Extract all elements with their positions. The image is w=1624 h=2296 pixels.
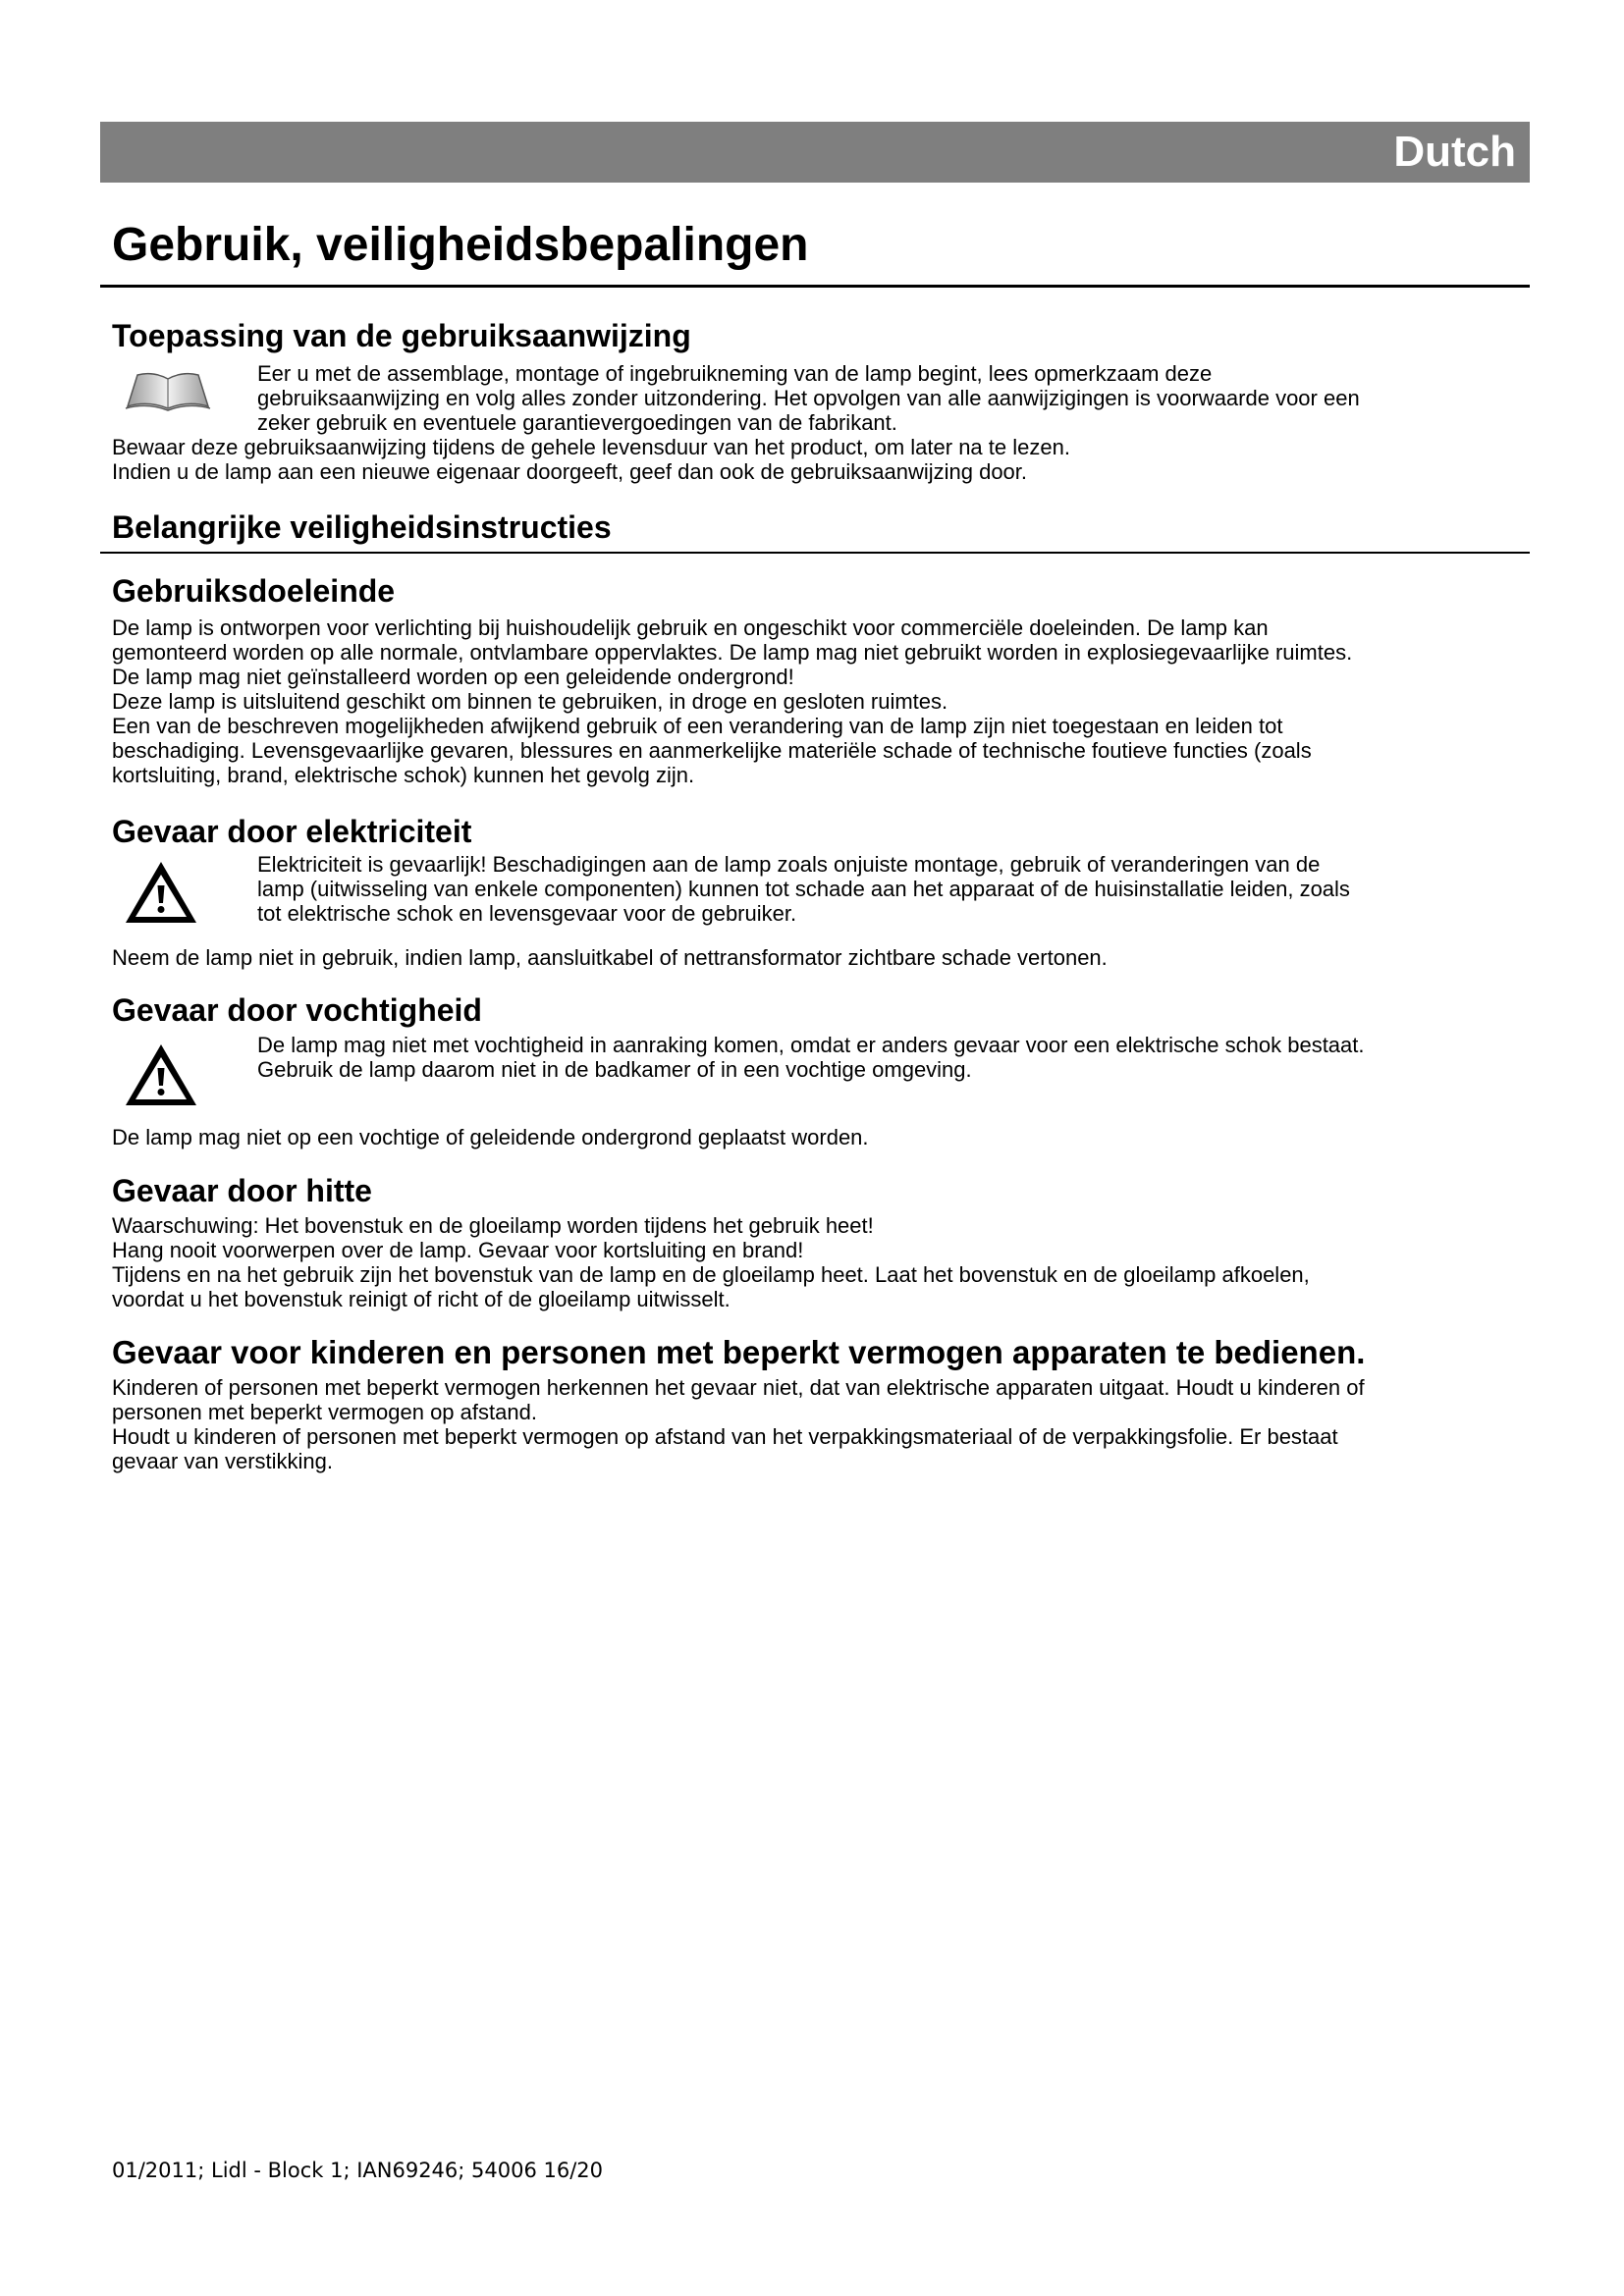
- text-line: beschadiging. Levensgevaarlijke gevaren, blessures en aanmerkelijke materiële schade of technische foutieve functies (zoals: [112, 738, 1312, 763]
- heading-kinderen: Gevaar voor kinderen en personen met beperkt vermogen apparaten te bedienen.: [112, 1334, 1366, 1370]
- vochtigheid-intro: [257, 1033, 1494, 1082]
- heading-belangrijke: Belangrijke veiligheidsinstructies: [112, 509, 612, 545]
- text-line: gemonteerd worden op alle normale, ontvlambare oppervlaktes. De lamp mag niet gebruikt worden in explosiegevaarlijke ruimtes.: [112, 640, 1353, 665]
- heading-toepassing: Toepassing van de gebruiksaanwijzing: [112, 318, 691, 353]
- text-line: Eer u met de assemblage, montage of ingebruikneming van de lamp begint, lees opmerkzaam deze: [257, 361, 1213, 386]
- section-divider: [100, 552, 1530, 554]
- vochtigheid-body: [112, 1125, 1487, 1149]
- text-line: Een van de beschreven mogelijkheden afwijkend gebruik of een verandering van de lamp zijn niet toegestaan en leiden tot: [112, 714, 1283, 738]
- doeleinde-body: [112, 615, 1487, 787]
- text-line: Deze lamp is uitsluitend geschikt om binnen te gebruiken, in droge en gesloten ruimtes.: [112, 689, 948, 714]
- text-line: zeker gebruik en eventuele garantievergoedingen van de fabrikant.: [257, 410, 897, 435]
- toepassing-intro: [257, 361, 1494, 435]
- language-header-bar: [100, 122, 1530, 183]
- text-line: gevaar van verstikking.: [112, 1449, 333, 1473]
- text-line: Kinderen of personen met beperkt vermogen herkennen het gevaar niet, dat van elektrische apparaten uitgaat. Houdt u kinderen of: [112, 1375, 1365, 1400]
- text-line: gebruiksaanwijzing en volg alles zonder uitzondering. Het opvolgen van alle aanwijzigingen is voorwaarde voor een: [257, 386, 1360, 410]
- warning-triangle-icon: [122, 858, 200, 927]
- text-line: Hang nooit voorwerpen over de lamp. Gevaar voor kortsluiting en brand!: [112, 1238, 804, 1262]
- heading-gebruiksdoeleinde: Gebruiksdoeleinde: [112, 573, 396, 609]
- text-line: Waarschuwing: Het bovenstuk en de gloeilamp worden tijdens het gebruik heet!: [112, 1213, 874, 1238]
- warning-triangle-icon: [122, 1041, 200, 1109]
- heading-hitte: Gevaar door hitte: [112, 1173, 372, 1208]
- page-title: Gebruik, veiligheidsbepalingen: [112, 219, 809, 271]
- text-line: Indien u de lamp aan een nieuwe eigenaar doorgeeft, geef dan ook de gebruiksaanwijzing door.: [112, 459, 1028, 484]
- text-line: Gebruik de lamp daarom niet in de badkamer of in een vochtige omgeving.: [257, 1057, 972, 1082]
- elektriciteit-body: [112, 945, 1487, 970]
- text-line: De lamp mag niet op een vochtige of geleidende ondergrond geplaatst worden.: [112, 1125, 869, 1149]
- book-icon: [122, 367, 214, 412]
- kinderen-body: [112, 1375, 1487, 1473]
- heading-elektriciteit: Gevaar door elektriciteit: [112, 814, 472, 849]
- text-line: voordat u het bovenstuk reinigt of richt of de gloeilamp uitwisselt.: [112, 1287, 731, 1311]
- text-line: De lamp is ontworpen voor verlichting bij huishoudelijk gebruik en ongeschikt voor commerciële doeleinden. De lamp kan: [112, 615, 1269, 640]
- text-line: Elektriciteit is gevaarlijk! Beschadigingen aan de lamp zoals onjuiste montage, gebruik of veranderingen van de: [257, 852, 1321, 877]
- language-label: Dutch: [1393, 128, 1516, 176]
- toepassing-body: [112, 435, 1487, 484]
- text-line: De lamp mag niet geïnstalleerd worden op een geleidende ondergrond!: [112, 665, 794, 689]
- text-line: personen met beperkt vermogen op afstand.: [112, 1400, 537, 1424]
- text-line: lamp (uitwisseling van enkele componenten) kunnen tot schade aan het apparaat of de huisinstallatie leiden, zoals: [257, 877, 1350, 901]
- text-line: Neem de lamp niet in gebruik, indien lamp, aansluitkabel of nettransformator zichtbare schade vertonen.: [112, 945, 1108, 970]
- text-line: kortsluiting, brand, elektrische schok) kunnen het gevolg zijn.: [112, 763, 695, 787]
- heading-vochtigheid: Gevaar door vochtigheid: [112, 992, 482, 1028]
- text-line: Houdt u kinderen of personen met beperkt vermogen op afstand van het verpakkingsmateriaal of de verpakkingsfolie. Er bestaat: [112, 1424, 1338, 1449]
- title-divider: [100, 285, 1530, 288]
- hitte-body: [112, 1213, 1487, 1311]
- text-line: Bewaar deze gebruiksaanwijzing tijdens de gehele levensduur van het product, om later na te lezen.: [112, 435, 1070, 459]
- page-footer: 01/2011; Lidl - Block 1; IAN69246; 54006 16/20: [112, 2159, 604, 2182]
- elektriciteit-intro: [257, 852, 1494, 926]
- text-line: Tijdens en na het gebruik zijn het bovenstuk van de lamp en de gloeilamp heet. Laat het bovenstuk en de gloeilamp afkoelen,: [112, 1262, 1310, 1287]
- text-line: tot elektrische schok en levensgevaar voor de gebruiker.: [257, 901, 797, 926]
- text-line: De lamp mag niet met vochtigheid in aanraking komen, omdat er anders gevaar voor een elektrische schok bestaat.: [257, 1033, 1365, 1057]
